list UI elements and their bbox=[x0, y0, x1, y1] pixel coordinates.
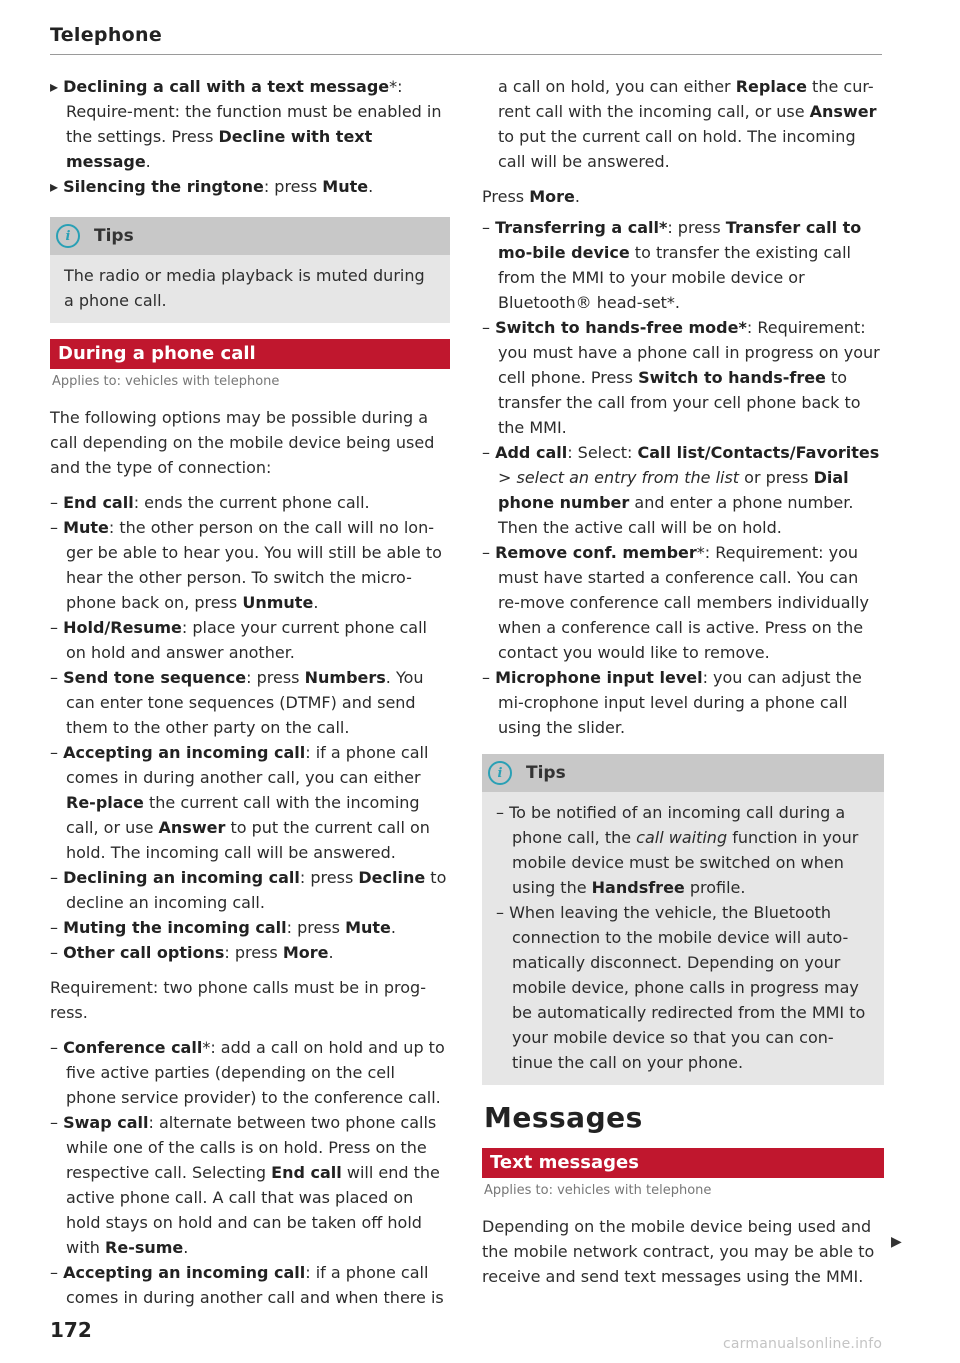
continued-paragraph: a call on hold, you can either Replace the cur-rent call with the incoming call, or use Answer to put the current call on hold. The incoming call will be answered. bbox=[498, 77, 877, 171]
applies-note: Applies to: vehicles with telephone bbox=[52, 374, 280, 389]
tips-box bbox=[50, 217, 450, 323]
list-item: – To be notified of an incoming call during a phone call, the call waiting function in your mobile device must be switched on when using the Handsfree profile. bbox=[496, 803, 859, 897]
info-icon: i bbox=[56, 224, 80, 248]
right-column bbox=[482, 74, 884, 1299]
section-heading-bar: During a phone call bbox=[50, 339, 450, 369]
left-column bbox=[50, 74, 450, 1310]
section-heading-bar: Text messages bbox=[482, 1148, 884, 1178]
intro-paragraph: The following options may be possible during a call depending on the mobile device being used and the type of connection: bbox=[50, 408, 435, 477]
page-number: 172 bbox=[50, 1318, 92, 1342]
tips-list bbox=[482, 792, 884, 1085]
page-header bbox=[50, 24, 882, 55]
list-item: – Mute: the other person on the call will no lon-ger be able to hear you. You will still be able to hear the other person. To switch the micro-phone back on, press Unmute. bbox=[50, 518, 442, 612]
tips-header: i Tips bbox=[482, 754, 884, 792]
section-title: Telephone bbox=[50, 24, 163, 46]
list-item: – Muting the incoming call: press Mute. bbox=[50, 918, 396, 937]
list-item: – Accepting an incoming call: if a phone call comes in during another call, you can either Re-place the current call with the incoming call, or use Answer to put the current call on hold. The incoming call will be answered. bbox=[50, 743, 430, 862]
watermark: carmanualsonline.info bbox=[723, 1336, 883, 1352]
continue-arrow-icon: ▶ bbox=[891, 1234, 902, 1250]
list-item: ▸ Silencing the ringtone: press Mute. bbox=[50, 177, 374, 196]
list-item: – End call: ends the current phone call. bbox=[50, 493, 370, 512]
list-item: – Accepting an incoming call: if a phone call comes in during another call and when there is bbox=[50, 1263, 444, 1307]
info-icon: i bbox=[488, 761, 512, 785]
list-item: – Add call: Select: Call list/Contacts/Favorites > select an entry from the list or press Dial phone number and enter a phone number. Then the active call will be on hold. bbox=[482, 443, 880, 537]
chapter-heading: Messages bbox=[484, 1101, 643, 1134]
list-item: – When leaving the vehicle, the Bluetooth connection to the mobile device will auto-matically disconnect. Depending on your mobile device, phone calls in progress may be automatically redirected from the MMI to your mobile device so that you can con-tinue the call on your phone. bbox=[496, 903, 866, 1072]
list-item: ▸ Declining a call with a text message*: Require-ment: the function must be enabled in the settings. Press Decline with text message. bbox=[50, 77, 442, 171]
list-item: – Declining an incoming call: press Decline to decline an incoming call. bbox=[50, 868, 447, 912]
list-item: – Transferring a call*: press Transfer call to mo-bile device to transfer the existing call from the MMI to your mobile device or Bluetooth® head-set*. bbox=[482, 218, 862, 312]
final-paragraph: Depending on the mobile device being used and the mobile network contract, you may be able to receive and send text messages using the MMI. bbox=[482, 1217, 875, 1286]
list-item: – Remove conf. member*: Requirement: you must have started a conference call. You can re-move conference call members individually when a conference call is active. Press on the contact you would like to remove. bbox=[482, 543, 869, 662]
list-item: – Swap call: alternate between two phone calls while one of the calls is on hold. Press on the respective call. Selecting End call will end the active phone call. A call that was placed on hold stays on hold and can be taken off hold with Re-sume. bbox=[50, 1113, 440, 1257]
requirement-paragraph: Requirement: two phone calls must be in prog-ress. bbox=[50, 978, 426, 1022]
tips-box bbox=[482, 754, 884, 1085]
press-more-paragraph: Press More. bbox=[482, 187, 580, 206]
list-item: – Conference call*: add a call on hold and up to five active parties (depending on the cell phone service provider) to the conference call. bbox=[50, 1038, 445, 1107]
list-item: – Other call options: press More. bbox=[50, 943, 334, 962]
list-item: – Hold/Resume: place your current phone call on hold and answer another. bbox=[50, 618, 427, 662]
list-item: – Switch to hands-free mode*: Requirement: you must have a phone call in progress on your cell phone. Press Switch to hands-free to transfer the call from your cell phone back to the MMI. bbox=[482, 318, 880, 437]
applies-note: Applies to: vehicles with telephone bbox=[484, 1183, 712, 1198]
list-item: – Microphone input level: you can adjust the mi-crophone input level during a phone call using the slider. bbox=[482, 668, 862, 737]
list-item: – Send tone sequence: press Numbers. You can enter tone sequences (DTMF) and send them to the other party on the call. bbox=[50, 668, 424, 737]
tips-text: The radio or media playback is muted during a phone call. bbox=[64, 266, 425, 310]
tips-header: i Tips bbox=[50, 217, 450, 255]
